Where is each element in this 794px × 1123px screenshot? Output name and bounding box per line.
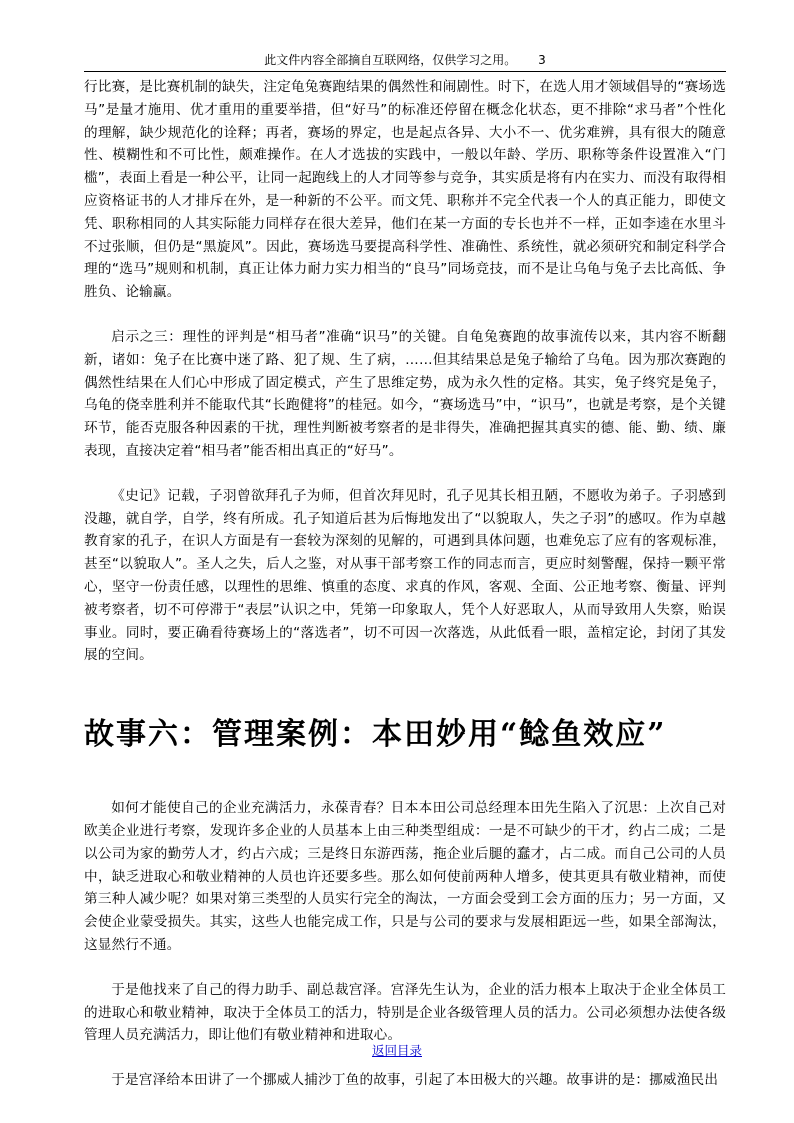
- section-spacer: [84, 755, 726, 797]
- paragraph: 启示之三：理性的评判是“相马者”准确“识马”的关键。自龟兔赛跑的故事流传以来，其内容不断翻新，诸如：兔子在比赛中迷了路、犯了规、生了病，……但其结果总是兔子输给了乌龟。因为那次赛跑的偶然性结果在人们心中形成了固定模式，产生了思维定势，成为永久性的定格。其实，兔子终究是兔子，乌龟的侥幸胜利并不能取代其“长跑健将”的桂冠。如今，“赛场选马”中，“识马”，也就是考察，是个关键环节，能否克服各种因素的干扰，理性判断被考察者的是非得失，准确把握其真实的德、能、勤、绩、廉表现，直接决定着“相马者”能否相出真正的“好马”。: [84, 328, 726, 459]
- paragraph: 行比赛，是比赛机制的缺失，注定龟兔赛跑结果的偶然性和闹剧性。时下，在选人用才领域倡导的“赛场选马”是量才施用、优才重用的重要举措，但“好马”的标准还停留在概念化状态，更不排除“求马者”个性化的理解，缺少规范化的诠释；再者，赛场的界定，也是起点各异、大小不一、优劣难辨，具有很大的随意性、模糊性和不可比性，颇难操作。在人才选拔的实践中，一般以年龄、学历、职称等条件设置准入“门槛”，表面上看是一种公平，让同一起跑线上的人才同等参与竞争，其实质是将有内在实力、而没有取得相应资格证书的人才排斥在外，是一种新的不公平。而文凭、职称并不完全代表一个人的真正能力，即使文凭、职称相同的人其实际能力同样存在很大差异，他们在某一方面的专长也并不一样，正如李逵在水里斗不过张顺，但仍是“黑旋风”。因此，赛场选马要提高科学性、准确性、系统性，就必须研究和制定科学合理的“选马”规则和机制，真正让体力耐力实力相当的“良马”同场竞技，而不是让乌龟与兔子去比高低、争胜负、论输赢。: [84, 79, 726, 301]
- paragraph-gap: [84, 463, 726, 485]
- paragraph: 《史记》记载，子羽曾欲拜孔子为师，但首次拜见时，孔子见其长相丑陋，不愿收为弟子。子羽感到没趣，就自学，自学，终有所成。孔子知道后甚为后悔地发出了“以貌取人，失之子羽”的感叹。作为卓越教育家的孔子，在识人方面是有一套较为深刻的见解的，可遇到具体问题，也难免忘了应有的客观标准，甚至“以貌取人”。圣人之失，后人之鉴，对从事干部考察工作的同志而言，更应时刻警醒，保持一颗平常心，坚守一份责任感，以理性的思维、慎重的态度、求真的作风，客观、全面、公正地考察、衡量、评判被考察者，切不可停滞于“表层”认识之中，凭第一印象取人，凭个人好恶取人，从而导致用人失察，贻误事业。同时，要正确看待赛场上的“落选者”，切不可因一次落选，从此低看一眼，盖棺定论，封闭了其发展的空间。: [84, 487, 726, 664]
- paragraph: 于是宫泽给本田讲了一个挪威人捕沙丁鱼的故事，引起了本田极大的兴趣。故事讲的是：挪威渔民出: [111, 1072, 719, 1089]
- document-body: [84, 76, 726, 1092]
- section-spacer: [84, 667, 726, 715]
- paragraph-gap: [84, 304, 726, 326]
- page-number: 3: [538, 53, 546, 67]
- paragraph: 于是他找来了自己的得力助手、副总裁宫泽。宫泽先生认为，企业的活力根本上取决于企业全体员工的进取心和敬业精神，取决于全体员工的活力，特别是企业各级管理人员的活力。公司必须想办法使各级管理人员充满活力，即让他们有敬业精神和进取心。: [84, 981, 726, 1044]
- paragraph-gap: [84, 957, 726, 979]
- page-footer: [0, 1041, 794, 1059]
- back-to-contents-link[interactable]: 返回目录: [371, 1043, 422, 1058]
- paragraph: 如何才能使自己的企业充满活力，永葆青春？日本本田公司总经理本田先生陷入了沉思：上次自己对欧美企业进行考察，发现许多企业的人员基本上由三种类型组成：一是不可缺少的干才，约占二成；二是以公司为家的勤劳人才，约占六成；三是终日东游西荡，拖企业后腿的蠢才，占二成。而自己公司的人员中，缺乏进取心和敬业精神的人员也许还要多些。那么如何使前两种人增多，使其更具有敬业精神，而使第三种人减少呢？如果对第三类型的人员实行完全的淘汰，一方面会受到工会方面的压力；另一方面，又会使企业蒙受损失。其实，这些人也能完成工作，只是与公司的要求与发展相距远一些，如果全部淘汰，这显然行不通。: [84, 800, 726, 953]
- header-text: 此文件内容全部摘自互联网络，仅供学习之用。: [264, 53, 517, 67]
- story-title: 故事六：管理案例：本田妙用“鲶鱼效应”: [84, 717, 667, 753]
- page-header: [84, 52, 726, 72]
